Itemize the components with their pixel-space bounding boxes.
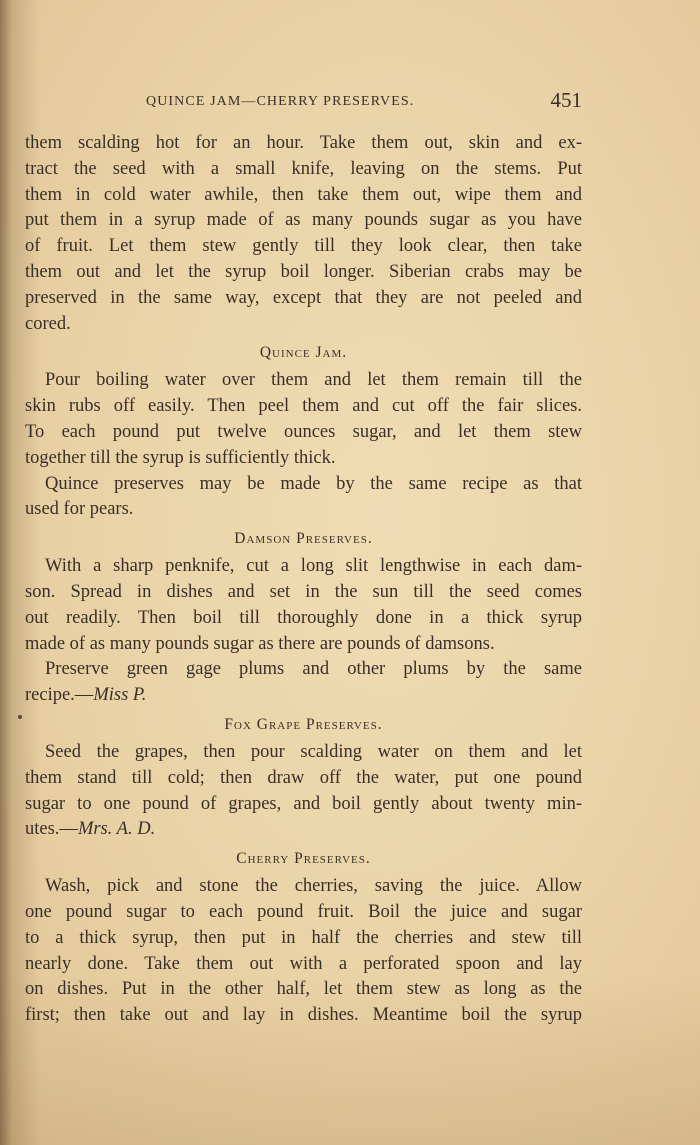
body-line: together till the syrup is sufficiently thick. xyxy=(25,447,336,468)
body-line: first; then take out and lay in dishes. Meantime boil the syrup xyxy=(25,1005,582,1026)
section-heading-damson-preserves: Damson Preserves. xyxy=(234,530,373,548)
body-line: With a sharp penknife, cut a long slit lengthwise in each dam- xyxy=(45,556,582,577)
body-line xyxy=(25,817,582,843)
body-line xyxy=(25,683,582,709)
body-line: Preserve green gage plums and other plums by the same xyxy=(45,659,582,680)
body-line: used for pears. xyxy=(25,499,134,520)
body-line: to a thick syrup, then put in half the cherries and stew till xyxy=(25,927,582,948)
body-line: them scalding hot for an hour. Take them out, skin and ex- xyxy=(25,133,582,153)
running-title: QUINCE JAM—CHERRY PRESERVES. xyxy=(146,94,415,109)
body-line: skin rubs off easily. Then peel them and cut off the fair slices. xyxy=(25,396,582,417)
page-body xyxy=(25,131,582,1029)
body-line: son. Spread in dishes and set in the sun till the seed comes xyxy=(25,581,582,602)
body-line: made of as many pounds sugar as there are pounds of damsons. xyxy=(25,633,495,654)
running-head xyxy=(146,90,582,116)
body-line: Wash, pick and stone the cherries, saving the juice. Allow xyxy=(45,876,582,897)
body-line: them out and let the syrup boil longer. Siberian crabs may be xyxy=(25,261,582,282)
body-text: utes.— xyxy=(25,819,78,840)
body-line: on dishes. Put in the other half, let them stew as long as the xyxy=(25,979,582,1000)
section-heading-quince-jam: Quince Jam. xyxy=(259,344,348,362)
body-text: recipe.— xyxy=(25,685,94,706)
body-line: To each pound put twelve ounces sugar, and let them stew xyxy=(25,421,582,442)
body-line: Seed the grapes, then pour scalding water on them and let xyxy=(45,741,582,762)
recipe-signature: Miss P. xyxy=(93,685,147,706)
page-number: 451 xyxy=(550,88,582,112)
body-line: Pour boiling water over them and let them remain till the xyxy=(45,370,582,391)
body-line: Quince preserves may be made by the same recipe as that xyxy=(45,473,582,494)
body-line: preserved in the same way, except that they are not peeled and xyxy=(25,287,582,308)
body-line: nearly done. Take them out with a perforated spoon and lay xyxy=(25,953,582,974)
body-line: put them in a syrup made of as many pounds sugar as you have xyxy=(25,210,582,231)
body-line: sugar to one pound of grapes, and boil gently about twenty min- xyxy=(25,793,582,814)
body-line: one pound sugar to each pound fruit. Boil the juice and sugar xyxy=(25,901,582,922)
body-line: them stand till cold; then draw off the water, put one pound xyxy=(25,767,582,788)
body-line: tract the seed with a small knife, leaving on the stems. Put xyxy=(25,158,582,179)
margin-mark xyxy=(18,715,22,719)
body-line: of fruit. Let them stew gently till they look clear, then take xyxy=(25,236,582,257)
section-heading-cherry-preserves: Cherry Preserves. xyxy=(236,850,371,868)
body-line: them in cold water awhile, then take them out, wipe them and xyxy=(25,184,582,205)
recipe-signature: Mrs. A. D. xyxy=(77,819,156,840)
section-heading-fox-grape-preserves: Fox Grape Preserves. xyxy=(224,715,383,733)
body-line: cored. xyxy=(25,313,71,334)
body-line: out readily. Then boil till thoroughly done in a thick syrup xyxy=(25,607,582,628)
